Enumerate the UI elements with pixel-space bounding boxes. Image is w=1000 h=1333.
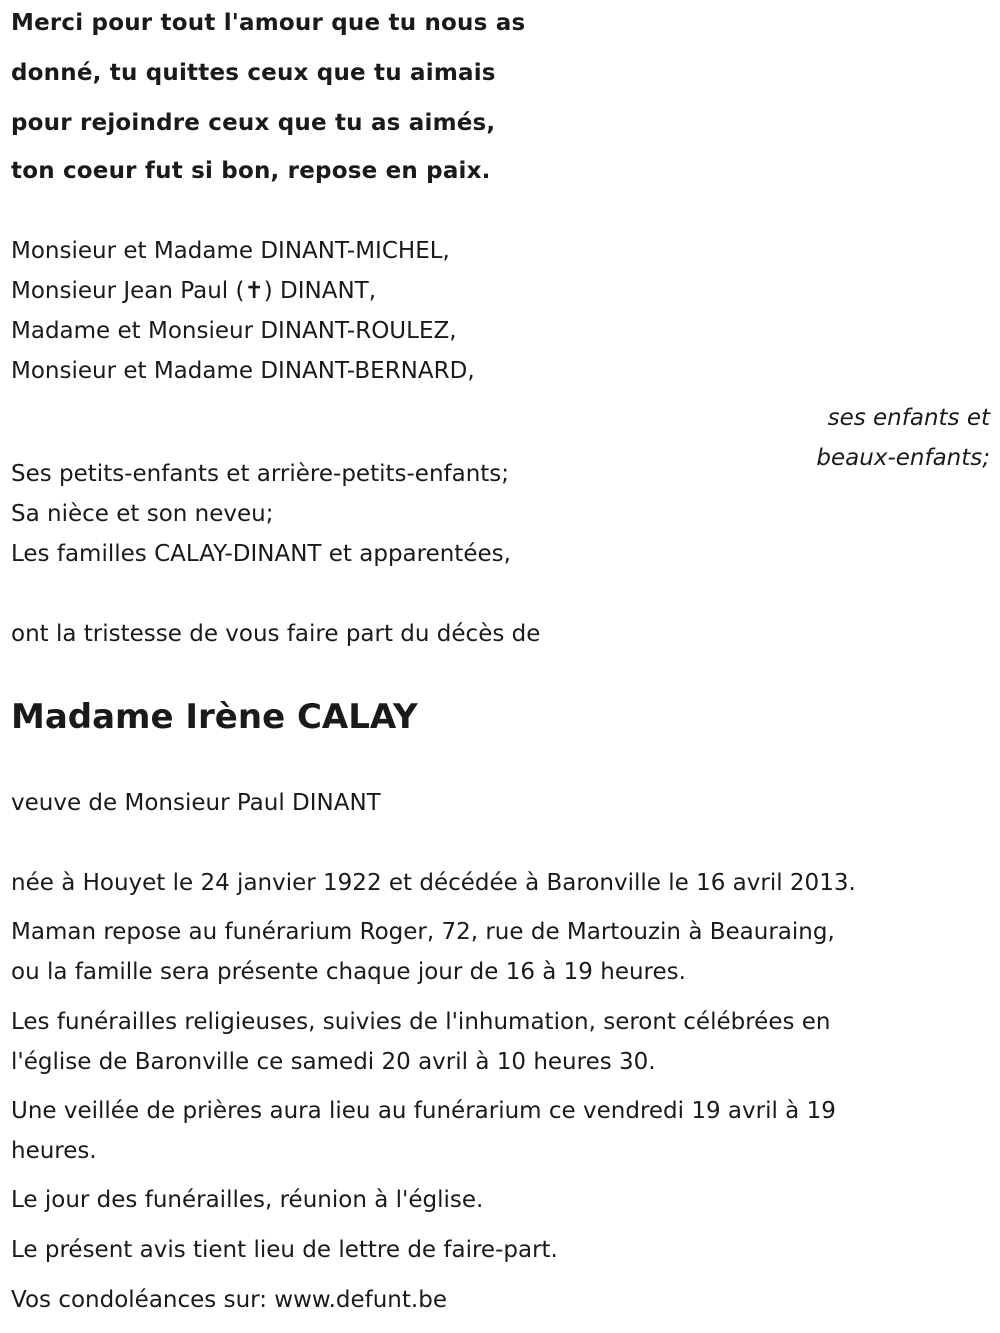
poem-line-2: donné, tu quittes ceux que tu aimais bbox=[11, 60, 496, 86]
family-line-1: Ses petits-enfants et arrière-petits-enfants; bbox=[11, 461, 510, 487]
family-line-3: Les familles CALAY-DINANT et apparentées, bbox=[11, 541, 511, 567]
child-line-2: Monsieur Jean Paul (✝) DINANT, bbox=[11, 278, 377, 304]
widow-of: veuve de Monsieur Paul DINANT bbox=[11, 790, 381, 816]
children-role-line-1: ses enfants et bbox=[827, 405, 990, 431]
announcement: ont la tristesse de vous faire part du décès de bbox=[11, 621, 541, 647]
detail-funeral-2: l'église de Baronville ce samedi 20 avril à 10 heures 30. bbox=[11, 1049, 656, 1075]
detail-funerarium-2: ou la famille sera présente chaque jour de 16 à 19 heures. bbox=[11, 959, 686, 985]
deceased-name: Madame Irène CALAY bbox=[11, 697, 418, 737]
family-line-2: Sa nièce et son neveu; bbox=[11, 501, 274, 527]
detail-funeral-1: Les funérailles religieuses, suivies de l'inhumation, seront célébrées en bbox=[11, 1009, 831, 1035]
child-line-3: Madame et Monsieur DINANT-ROULEZ, bbox=[11, 318, 457, 344]
detail-vigil-2: heures. bbox=[11, 1138, 97, 1164]
poem-line-4: ton coeur fut si bon, repose en paix. bbox=[11, 158, 491, 184]
poem-line-3: pour rejoindre ceux que tu as aimés, bbox=[11, 110, 496, 136]
poem-line-1: Merci pour tout l'amour que tu nous as bbox=[11, 10, 526, 36]
detail-notice: Le présent avis tient lieu de lettre de faire-part. bbox=[11, 1237, 558, 1263]
child-line-4: Monsieur et Madame DINANT-BERNARD, bbox=[11, 358, 475, 384]
detail-meeting: Le jour des funérailles, réunion à l'église. bbox=[11, 1187, 484, 1213]
detail-funerarium-1: Maman repose au funérarium Roger, 72, rue de Martouzin à Beauraing, bbox=[11, 919, 835, 945]
detail-vigil-1: Une veillée de prières aura lieu au funérarium ce vendredi 19 avril à 19 bbox=[11, 1098, 836, 1124]
detail-condolences: Vos condoléances sur: www.defunt.be bbox=[11, 1287, 447, 1313]
child-line-1: Monsieur et Madame DINANT-MICHEL, bbox=[11, 238, 450, 264]
detail-birth-death: née à Houyet le 24 janvier 1922 et décédée à Baronville le 16 avril 2013. bbox=[11, 870, 856, 896]
children-role-line-2: beaux-enfants; bbox=[816, 445, 990, 471]
